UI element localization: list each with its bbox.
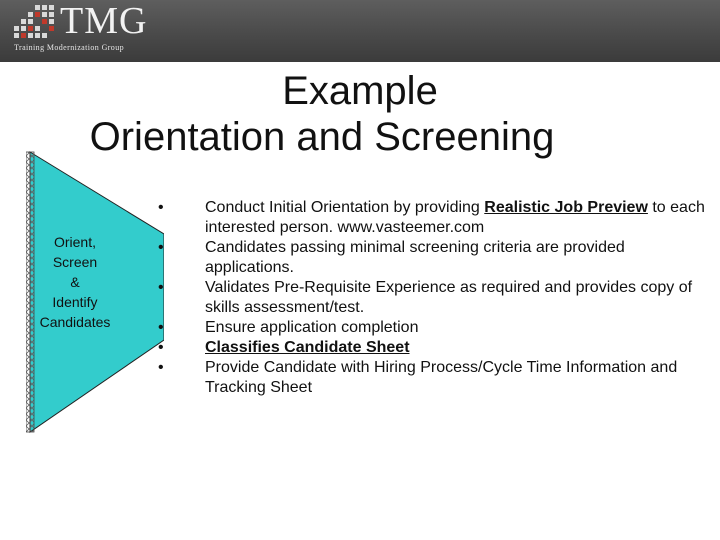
- title-line-1: Example: [282, 69, 438, 113]
- bullet-text: Candidates passing minimal screening criteria are provided applications.: [205, 239, 625, 276]
- bullet-text: Conduct Initial Orientation by providing: [205, 199, 485, 216]
- bullet-list: [150, 198, 710, 398]
- bullet-item: [150, 318, 710, 338]
- bullet-dot: •: [158, 239, 164, 256]
- step-label-line: Screen: [52, 254, 98, 270]
- step-label: [0, 232, 150, 332]
- bullet-text: Provide Candidate with Hiring Process/Cycle Time Information and Tracking Sheet: [205, 359, 678, 396]
- bullet-item: [150, 338, 710, 358]
- step-label-line: Identify: [52, 294, 98, 310]
- slide-title: [0, 68, 720, 160]
- bullet-dot: •: [158, 279, 164, 296]
- bullet-text: to each interested person. www.vasteemer.com: [205, 199, 705, 236]
- step-label-line: Candidates: [39, 314, 111, 330]
- bullet-item: [150, 198, 710, 238]
- bullet-text: Ensure application completion: [205, 319, 419, 336]
- tmg-logo: [4, 2, 154, 58]
- bullet-item: [150, 358, 710, 398]
- logo-name: TMG: [60, 0, 148, 42]
- bullet-dot: •: [158, 359, 164, 376]
- bullet-item: [150, 238, 710, 278]
- bullet-dot: •: [158, 199, 164, 216]
- step-label-line: &: [70, 274, 80, 290]
- logo-grid-icon: [4, 2, 64, 46]
- bullet-item: [150, 278, 710, 318]
- logo-tagline: Training Modernization Group: [14, 43, 125, 52]
- title-line-2: Orientation and Screening: [89, 115, 555, 159]
- step-label-line: Orient,: [53, 234, 96, 250]
- header-bar: [0, 0, 720, 62]
- bullet-dot: •: [158, 339, 164, 356]
- bullet-dot: •: [158, 319, 164, 336]
- bullet-underlined-text: Classifies Candidate Sheet: [205, 339, 410, 356]
- bullet-underlined-text: Realistic Job Preview: [484, 199, 648, 216]
- bullet-text: Validates Pre-Requisite Experience as required and provides copy of skills assessment/test.: [205, 279, 693, 316]
